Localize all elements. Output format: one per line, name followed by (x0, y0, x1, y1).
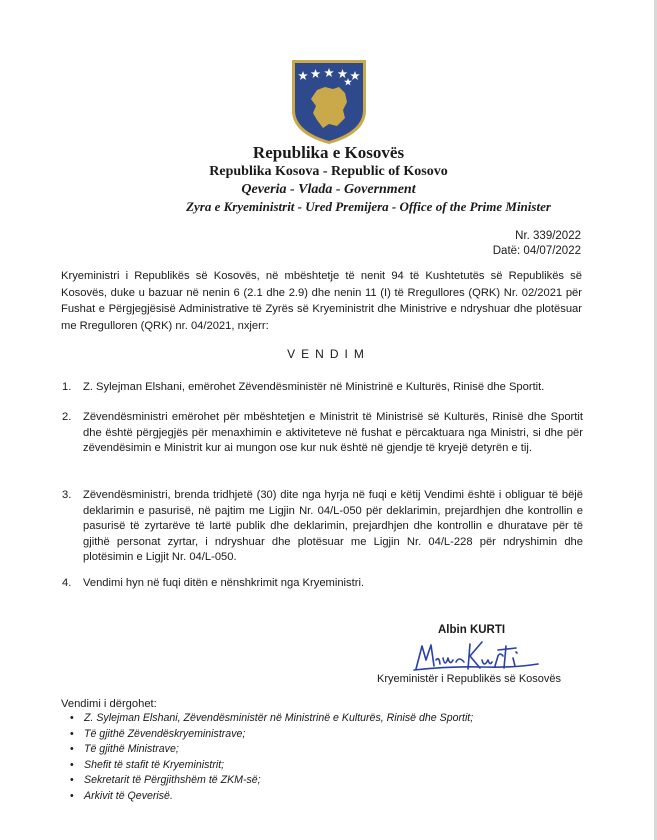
handwritten-signature (412, 636, 542, 672)
list-item-text: Të gjithë Zëvendëskryeministrave; (84, 727, 246, 740)
bullet-icon: • (70, 774, 74, 787)
item-number: 4. (62, 577, 72, 589)
header-country: Republika e Kosovës (252, 143, 405, 162)
item-number: 1. (62, 381, 72, 393)
list-item-text: Sekretarit të Përgjithshëm të ZKM-së; (84, 774, 261, 787)
signatory-name: Albin KURTI (438, 624, 506, 636)
item-number: 3. (62, 489, 72, 501)
item-text: Zëvendësministri, brenda tridhjetë (30) dite nga hyrja në fuqi e këtij Vendimi është i obliguar të bëjë deklarimin e pasurisë, në pajtim me Ligjin Nr. 04/L-050 për deklarimin, prejardhjen dhe kontrollin e pasurisë të zyrtarëve të lartë publik dhe deklarimin, prejardhjen dhe kontrollin e dhuratave për të gjithë personat zyrtar, i ndryshuar dhe plotësuar me Ligjin Nr. 04/L-228 për ndryshimin dhe plotësimin e Ligjit Nr. 04/L-050. (83, 489, 583, 563)
list-item-text: Arkivit të Qeverisë. (84, 789, 173, 802)
item-text: Z. Sylejman Elshani, emërohet Zëvendësministër në Ministrinë e Kulturës, Rinisë dhe Sportit. (83, 381, 545, 393)
list-item-text: Të gjithë Ministrave; (84, 743, 179, 756)
bullet-icon: • (70, 789, 74, 802)
list-item-text: Z. Sylejman Elshani, Zëvendësministër në Ministrinë e Kulturës, Rinisë dhe Sportit; (84, 712, 474, 724)
list-item (62, 728, 473, 744)
bullet-icon: • (70, 743, 74, 756)
list-item (62, 790, 473, 806)
signatory-title: Kryeministër i Republikës së Kosovës (377, 673, 562, 685)
bullet-icon: • (70, 758, 74, 771)
header-office: Zyra e Kryeministrit - Ured Premijera - Office of the Prime Minister (186, 199, 551, 214)
intro-paragraph: Kryeministri i Republikës së Kosovës, në mbështetje të nenit 94 të Kushtetutës së Republikës së Kosovës, duke u bazuar në nenin 6 (2.1 dhe 2.9) dhe nenin 11 (I) të Rregullores (QRK) Nr. 02/2021 për Fushat e Përgjegjësisë Administrative të Zyrës së Kryeministrit dhe Ministrive e ndryshuar dhe plotësuar me Rregulloren (QRK) nr. 04/2021, nxjerr: (61, 270, 582, 332)
bullet-icon: • (70, 712, 74, 724)
decision-title: VENDIM (287, 347, 370, 361)
bullet-icon: • (70, 727, 74, 740)
list-item (62, 759, 473, 775)
list-item-text: Shefit të stafit të Kryeministrit; (84, 758, 225, 771)
item-number: 2. (62, 411, 72, 423)
item-text: Zëvendësministri emërohet për mbështetjen e Ministrit të Ministrisë së Kulturës, Rinisë dhe Sportit dhe është përgjegjës për menaxhimin e aktiviteteve në fushat e përcaktuara nga Ministri, si dhe për zëvendësimin e Ministrit kur ai mungon ose kur nuk është në gjendje të kryejë detyrën e tij. (83, 411, 583, 454)
distribution-list (62, 712, 473, 806)
list-item (62, 712, 473, 728)
item-text: Vendimi hyn në fuqi ditën e nënshkrimit nga Kryeministri. (83, 577, 365, 589)
list-item (62, 774, 473, 790)
reference-number: Nr. 339/2022 (515, 230, 581, 242)
list-item (62, 743, 473, 759)
header-government: Qeveria - Vlada - Government (241, 182, 416, 197)
distribution-title: Vendimi i dërgohet: (61, 698, 157, 710)
kosovo-coat-of-arms-icon (289, 58, 369, 146)
reference-date: Datë: 04/07/2022 (492, 245, 581, 257)
header-country-multilingual: Republika Kosova - Republic of Kosovo (209, 164, 448, 179)
